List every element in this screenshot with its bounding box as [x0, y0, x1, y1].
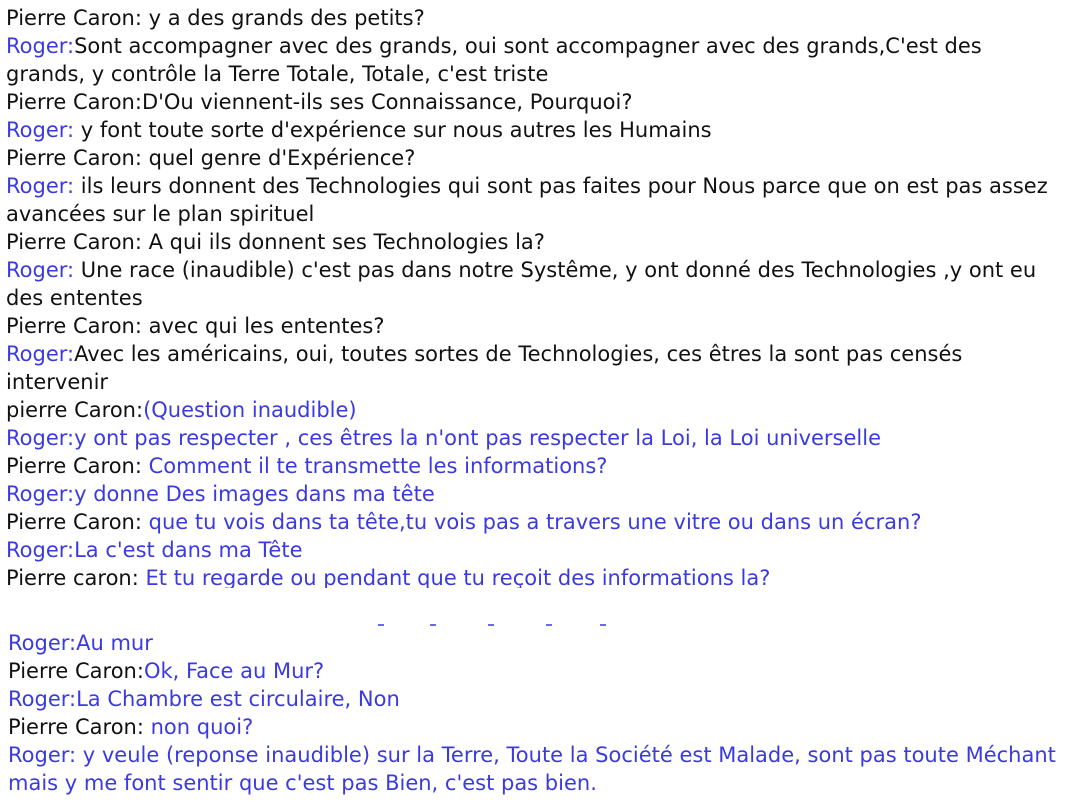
dialogue-text: Sont accompagner avec des grands, oui sont accompagner avec des grands,C'est des grands, y contrôle la Terre Totale, Totale, c'est triste: [6, 34, 982, 86]
dialogue-line: [6, 4, 1064, 32]
dialogue-text: La c'est dans ma Tête: [74, 538, 303, 562]
transcript-part-2: [8, 629, 1066, 797]
speaker-name: Pierre Caron:: [6, 146, 142, 170]
dialogue-line: [6, 88, 1064, 116]
speaker-name: Roger:: [8, 743, 77, 767]
dialogue-line: [6, 396, 1064, 424]
dialogue-line: [6, 116, 1064, 144]
speaker-name: Roger:: [6, 174, 75, 198]
dialogue-text: (Question inaudible): [143, 398, 357, 422]
speaker-name: Roger:: [6, 258, 75, 282]
speaker-name: Roger:: [6, 342, 75, 366]
dialogue-text: y donne Des images dans ma tête: [74, 482, 435, 506]
dialogue-text: ils leurs donnent des Technologies qui sont pas faites pour Nous parce que on est pas assez avancées sur le plan spirituel: [6, 174, 1048, 226]
dialogue-text: Ok, Face au Mur?: [143, 659, 325, 683]
dialogue-line: [8, 741, 1066, 797]
cut-fragment: [600, 624, 606, 626]
dialogue-line: [8, 685, 1066, 713]
speaker-name: Roger:: [8, 687, 77, 711]
dialogue-line: [6, 144, 1064, 172]
dialogue-line: [6, 256, 1064, 312]
speaker-name: Roger:: [6, 482, 75, 506]
speaker-name: Pierre Caron:: [6, 6, 142, 30]
dialogue-line: [6, 452, 1064, 480]
dialogue-text: y a des grands des petits?: [141, 6, 425, 30]
cut-fragment: [430, 624, 436, 626]
dialogue-text: Une race (inaudible) c'est pas dans notre Systême, y ont donné des Technologies ,y ont eu des ententes: [6, 258, 1037, 310]
dialogue-text: quel genre d'Expérience?: [141, 146, 416, 170]
speaker-name: Roger:: [6, 538, 75, 562]
dialogue-line: [8, 713, 1066, 741]
speaker-name: Roger:: [8, 631, 77, 655]
dialogue-text: La Chambre est circulaire, Non: [76, 687, 400, 711]
speaker-name: Roger:: [6, 118, 75, 142]
speaker-name: Pierre Caron:: [6, 90, 142, 114]
speaker-name: Roger:: [6, 34, 75, 58]
dialogue-line: [6, 508, 1064, 536]
dialogue-text: Comment il te transmette les informations?: [141, 454, 608, 478]
dialogue-text: A qui ils donnent ses Technologies la?: [141, 230, 545, 254]
dialogue-text: non quoi?: [143, 715, 254, 739]
dialogue-line: [6, 480, 1064, 508]
dialogue-line: [6, 312, 1064, 340]
speaker-name: Roger:: [6, 426, 75, 450]
dialogue-text: y veule (reponse inaudible) sur la Terre, Toute la Société est Malade, sont pas toute Méchant mais y me font sentir que c'est pas Bien, c'est pas bien.: [8, 743, 1056, 795]
dialogue-line: [6, 564, 1064, 588]
dialogue-text: avec qui les ententes?: [141, 314, 385, 338]
dialogue-text: Avec les américains, oui, toutes sortes de Technologies, ces êtres la sont pas censés intervenir: [6, 342, 963, 394]
dialogue-line: [6, 172, 1064, 228]
speaker-name: Pierre Caron:: [6, 314, 142, 338]
cut-fragment: [488, 624, 494, 626]
speaker-name: Pierre Caron:: [6, 230, 142, 254]
dialogue-text: y font toute sorte d'expérience sur nous autres les Humains: [74, 118, 712, 142]
speaker-name: Pierre caron:: [6, 566, 139, 588]
dialogue-line: [6, 228, 1064, 256]
dialogue-text: y ont pas respecter , ces êtres la n'ont pas respecter la Loi, la Loi universelle: [74, 426, 881, 450]
dialogue-line: [8, 657, 1066, 685]
speaker-name: Pierre Caron:: [6, 510, 142, 534]
speaker-name: pierre Caron:: [6, 398, 144, 422]
scan-cut-artifact: [370, 624, 650, 628]
dialogue-line: [6, 32, 1064, 88]
dialogue-line: [8, 629, 1066, 657]
dialogue-text: Au mur: [76, 631, 153, 655]
speaker-name: Pierre Caron:: [6, 454, 142, 478]
cut-fragment: [378, 624, 384, 626]
speaker-name: Pierre Caron:: [8, 659, 144, 683]
dialogue-text: D'Ou viennent-ils ses Connaissance, Pourquoi?: [141, 90, 633, 114]
dialogue-line: [6, 340, 1064, 396]
transcript-part-1: [6, 4, 1064, 588]
dialogue-text: que tu vois dans ta tête,tu vois pas a travers une vitre ou dans un écran?: [141, 510, 922, 534]
dialogue-text: Et tu regarde ou pendant que tu reçoit des informations la?: [138, 566, 771, 588]
dialogue-line: [6, 536, 1064, 564]
speaker-name: Pierre Caron:: [8, 715, 144, 739]
dialogue-line: [6, 424, 1064, 452]
cut-fragment: [546, 624, 552, 626]
